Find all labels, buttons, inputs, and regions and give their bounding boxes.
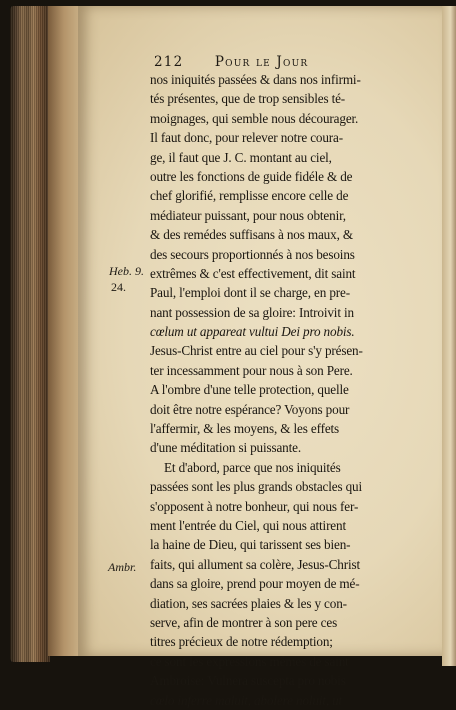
text-line: & des remédes suffisans à nos maux, &: [150, 227, 353, 243]
text-line: serve, afin de montrer à son pere ces: [150, 614, 338, 630]
text-line: ce sont les expressions mêmes de saint: [150, 653, 349, 669]
text-line: tés présentes, que de trop sensibles té-: [150, 91, 346, 107]
text-line: la haine de Dieu, qui tarissent ses bien-: [150, 537, 351, 553]
text-line: nant possession de sa gloire: Introivit in: [150, 304, 354, 320]
text-line: ter incessamment pour nous à son Pere.: [150, 362, 353, 378]
text-line: des secours proportionnés à nos besoins: [150, 246, 355, 262]
page-number: 212: [154, 54, 184, 70]
running-head: [154, 54, 454, 70]
text-line: titres précieux de notre rédemption;: [150, 634, 333, 650]
text-line: diation, ses sacrées plaies & les y con-: [150, 595, 347, 611]
text-line: l'affermir, & les moyens, & les effets: [150, 421, 340, 437]
text-line: passées sont les plus grands obstacles qui: [150, 479, 362, 495]
text-line: dans sa gloire, prend pour moyen de mé-: [150, 576, 360, 592]
running-title: Pour le Jour: [214, 54, 309, 70]
text-line: ge, il faut que J. C. montant au ciel,: [150, 149, 332, 165]
margin-note-heb: Heb. 9.: [109, 264, 144, 278]
text-line: moignages, qui semble nous décourager.: [150, 110, 359, 126]
text-line: ment l'entrée du Ciel, qui nous attirent: [150, 517, 346, 533]
text-line: A l'ombre d'une telle protection, quelle: [150, 382, 349, 398]
facing-page-edge: [442, 6, 456, 666]
text-line: s'opposent à notre bonheur, qui nous fer-: [150, 498, 359, 514]
text-line-latin: cœlo inferre maluit, abolere noluit, ut: [150, 692, 343, 708]
margin-note-ambr: Ambr.: [108, 560, 137, 574]
text-line: extrêmes & c'est effectivement, dit saint: [150, 265, 356, 281]
text-line: d'une méditation si puissante.: [150, 440, 301, 456]
text-line: chef glorifié, remplisse encore celle de: [150, 188, 349, 204]
text-line: Paul, l'emploi dont il se charge, en pre-: [150, 285, 350, 301]
text-line: Et d'abord, parce que nos iniquités: [164, 459, 341, 475]
text-line: nos iniquités passées & dans nos infirmi-: [150, 72, 361, 87]
book-fore-edge: [10, 6, 50, 662]
text-line: médiateur puissant, pour nous obtenir,: [150, 207, 346, 223]
text-line: outre les fonctions de guide fidéle & de: [150, 168, 353, 184]
text-line: faits, qui allument sa colère, Jesus-Christ: [150, 556, 360, 572]
text-line: Jesus-Christ entre au ciel pour s'y présen-: [150, 343, 363, 359]
text-line: Il faut donc, pour relever notre coura-: [150, 130, 343, 146]
text-line: Ambroise: Vulnera suscepta pro nobis: [150, 673, 346, 689]
text-line-latin: cœlum ut appareat vultui Dei pro nobis.: [150, 324, 355, 340]
text-line: doit être notre espérance? Voyons pour: [150, 401, 350, 417]
body-text: [150, 70, 442, 710]
margin-note-verse: 24.: [111, 280, 126, 294]
